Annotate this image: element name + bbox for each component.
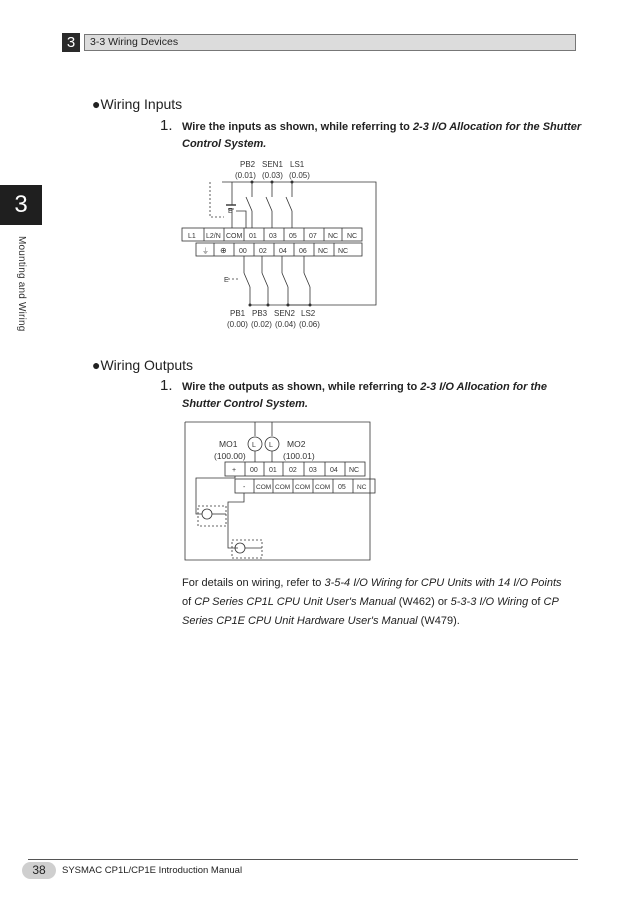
chapter-number: 3	[62, 33, 80, 52]
details-ref-3: 5-3-3 I/O Wiring	[450, 596, 529, 608]
in-term-06: 06	[299, 248, 307, 255]
bottom-label-pb1: PB1	[230, 309, 246, 318]
footer-rule	[28, 859, 578, 860]
inputs-step-text: Wire the inputs as shown, while referring to 2-3 I/O Allocation for the Shutter Control System.	[182, 121, 582, 150]
sensor-label-top: E	[228, 208, 233, 215]
inputs-step-ref: 2-3 I/O Allocation for the Shutter Control System.	[182, 121, 582, 150]
load-label-1: L	[252, 442, 256, 449]
in-term-com: COM	[226, 233, 243, 240]
out-term-nc2: NC	[357, 484, 367, 491]
in-term-00: 00	[239, 248, 247, 255]
in-term-nc2: NC	[347, 233, 358, 240]
out-term-com2: COM	[275, 484, 291, 491]
outputs-heading: ●Wiring Outputs	[92, 357, 194, 373]
in-term-nc1: NC	[328, 233, 339, 240]
details-ref-2: CP Series CP1L CPU Unit User's Manual	[194, 596, 396, 608]
earth-icon: ⏚	[202, 248, 209, 255]
details-ref-4: CP Series CP1E CPU Unit Hardware User's Manual	[182, 596, 559, 627]
in-term-01: 01	[249, 233, 257, 240]
outputs-step-number: 1.	[160, 377, 173, 394]
out-term-04: 04	[330, 467, 338, 474]
top-addr-2: (0.03)	[262, 171, 283, 180]
outputs-step-text: Wire the outputs as shown, while referring to 2-3 I/O Allocation for the Shutter Control System.	[182, 381, 547, 410]
out-term-05: 05	[338, 484, 346, 491]
chapter-tab: 3	[0, 185, 42, 225]
bottom-label-pb3: PB3	[252, 309, 268, 318]
inputs-step-number: 1.	[160, 117, 173, 134]
out-term-nc1: NC	[349, 467, 360, 474]
bottom-addr-4: (0.06)	[299, 320, 320, 329]
in-term-l2n: L2/N	[206, 233, 221, 240]
out-term-01: 01	[269, 467, 277, 474]
page-number: 38	[22, 862, 56, 879]
manual-title: SYSMAC CP1L/CP1E Introduction Manual	[62, 865, 243, 876]
out-term-com1: COM	[256, 484, 272, 491]
in-term-04: 04	[279, 248, 287, 255]
outputs-wiring-diagram	[180, 418, 380, 566]
section-title: 3-3 Wiring Devices	[90, 36, 179, 48]
out-term-com4: COM	[315, 484, 331, 491]
inputs-wiring-diagram	[180, 155, 400, 335]
bullet-icon: ●	[92, 357, 101, 373]
bottom-addr-3: (0.04)	[275, 320, 296, 329]
outputs-step-ref: 2-3 I/O Allocation for the Shutter Control System.	[182, 381, 547, 410]
bullet-icon: ●	[92, 96, 101, 112]
bottom-addr-1: (0.00)	[227, 320, 248, 329]
mo1-address: (100.00)	[214, 451, 246, 461]
in-term-02: 02	[259, 248, 267, 255]
top-addr-1: (0.01)	[235, 171, 256, 180]
in-term-07: 07	[309, 233, 317, 240]
out-term-02: 02	[289, 467, 297, 474]
load-label-2: L	[269, 442, 273, 449]
bottom-label-sen2: SEN2	[274, 309, 295, 318]
top-label-pb2: PB2	[240, 160, 256, 169]
bottom-addr-2: (0.02)	[251, 320, 272, 329]
top-label-sen1: SEN1	[262, 160, 283, 169]
chapter-tab-label: Mounting and Wiring	[16, 236, 27, 332]
out-term-minus: -	[243, 484, 246, 491]
details-paragraph: For details on wiring, refer to 3-5-4 I/O Wiring for CPU Units with 14 I/O Points of CP Series CP1L CPU Unit User's Manual (W462) or 5-3-3 I/O Wiring of CP Series CP1E CPU Unit Hardware User's Manual (W479).	[182, 577, 562, 627]
out-term-plus: +	[232, 467, 237, 474]
in-term-03: 03	[269, 233, 277, 240]
out-term-com3: COM	[295, 484, 311, 491]
inputs-heading: ●Wiring Inputs	[92, 96, 183, 112]
top-addr-3: (0.05)	[289, 171, 310, 180]
mo2-label: MO2	[287, 439, 306, 449]
mo2-address: (100.01)	[283, 451, 315, 461]
out-term-03: 03	[309, 467, 317, 474]
mo1-label: MO1	[219, 439, 238, 449]
ground-icon: ⊕	[220, 246, 227, 255]
sensor-label-bottom: E	[224, 277, 229, 284]
in-term-nc4: NC	[338, 248, 349, 255]
out-term-00: 00	[250, 467, 258, 474]
details-ref-1: 3-5-4 I/O Wiring for CPU Units with 14 I/O Points	[324, 577, 562, 589]
in-term-nc3: NC	[318, 248, 329, 255]
bottom-label-ls2: LS2	[301, 309, 316, 318]
in-term-05: 05	[289, 233, 297, 240]
in-term-l1: L1	[188, 233, 196, 240]
top-label-ls1: LS1	[290, 160, 305, 169]
